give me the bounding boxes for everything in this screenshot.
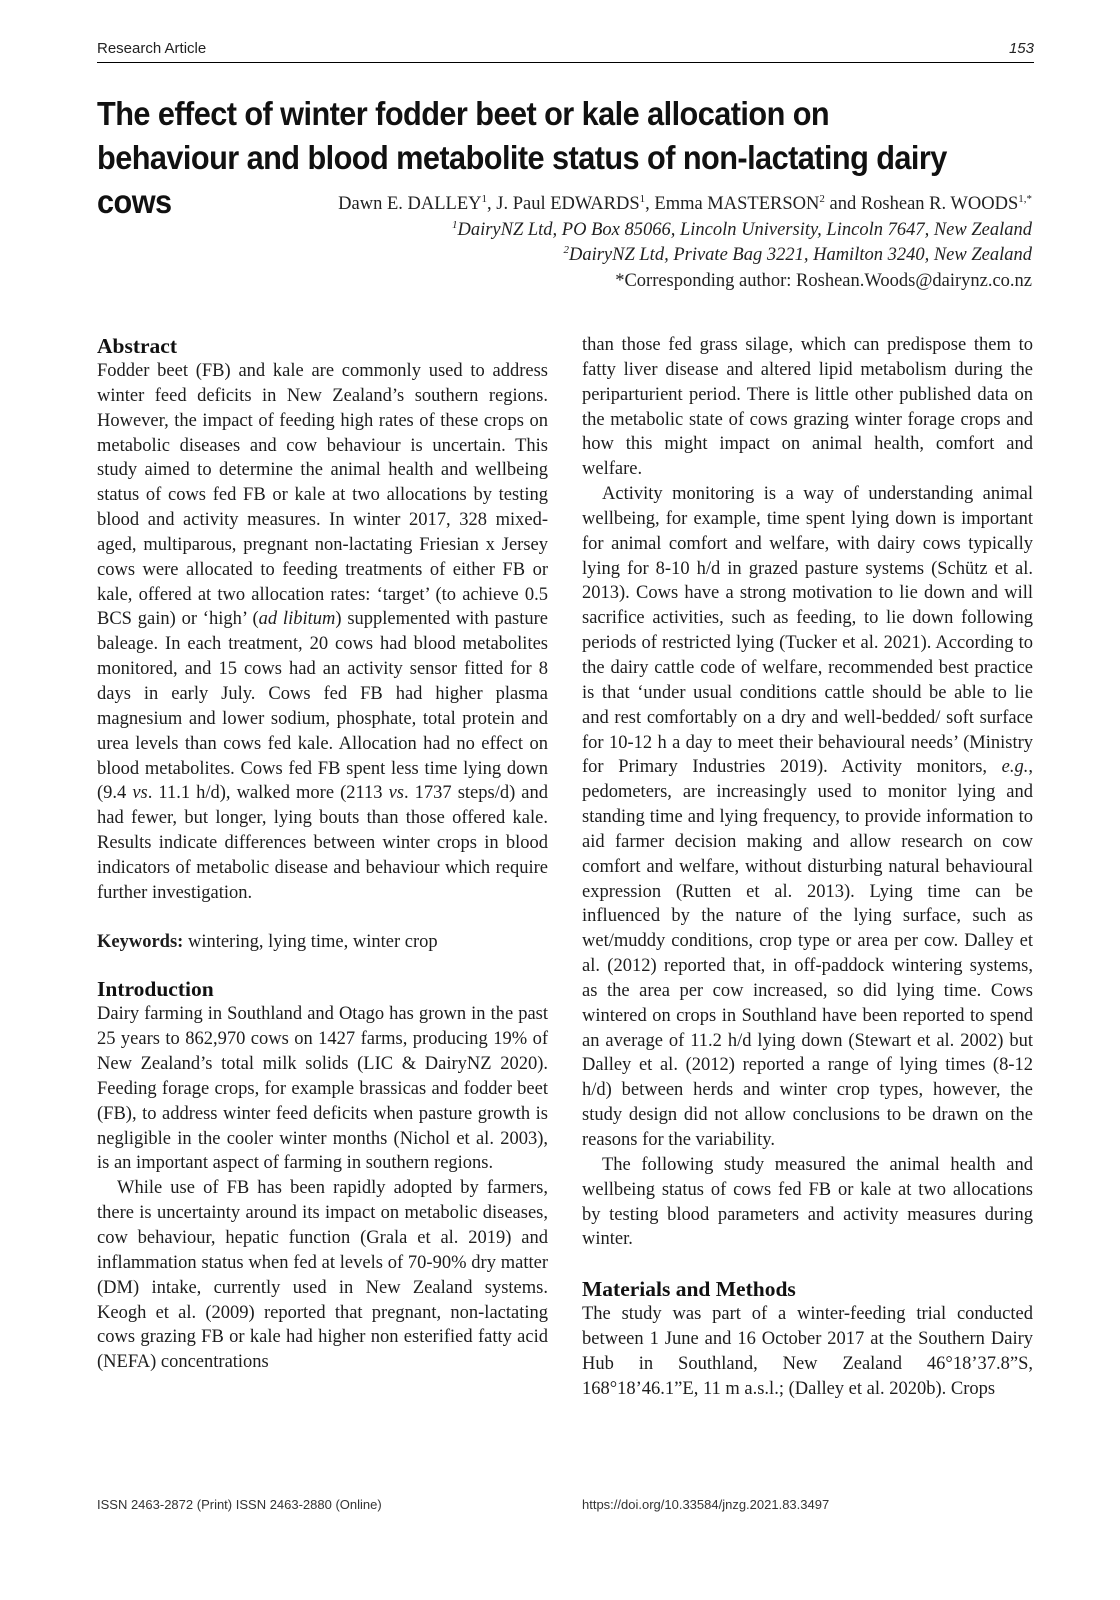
footer-doi[interactable]: https://doi.org/10.33584/jnzg.2021.83.3497 — [582, 1497, 830, 1512]
methods-paragraph: The study was part of a winter-feeding trial conducted between 1 June and 16 October 2017 at the Southern Dairy Hub in Southland, New Zealand 46°18’37.8”S, 168°18’46.1”E, 11 m a.s.l.; (Dalley et al. 2020b). Crops — [582, 1304, 1033, 1399]
methods-heading: Materials and Methods — [582, 1277, 796, 1302]
author-affiliation-mark: 1 — [639, 193, 646, 205]
abstract-text: Fodder beet (FB) and kale are commonly used to address winter feed deficits in New Zealand’s southern regions. However, the impact of feeding high rates of these crops on metabolic diseases and cow behaviour is uncertain. This study aimed to determine the animal health and wellbeing status of cows fed FB or kale at two allocations by testing blood and activity measures. In winter 2017, 328 mixed-aged, multiparous, pregnant non-lactating Friesian x Jersey cows were allocated to feeding treatments of either FB or kale, offered at two allocation rates: ‘target’ (to achieve 0.5 BCS gain) or ‘high’ (ad libitum) supplemented with pasture baleage. In each treatment, 20 cows had blood metabolites monitored, and 15 cows had an activity sensor fitted for 8 days in early July. Cows fed FB had higher plasma magnesium and lower sodium, phosphate, total protein and urea levels than cows fed kale. Allocation had no effect on blood metabolites. Cows fed FB spent less time lying down (9.4 vs. 11.1 h/d), walked more (2113 vs. 1737 steps/d) and had fewer, but longer, lying bouts than those offered kale. Results indicate differences between winter crops in blood indicators of metabolic disease and behaviour which require further investigation. — [97, 361, 549, 903]
author-name: and Roshean R. WOODS — [824, 194, 1019, 214]
affiliation-2: $^2$DairyNZ Ltd, Private Bag 3221, Hamilton 3240, New Zealand — [563, 244, 1032, 265]
author-list — [132, 192, 1032, 218]
keywords: Keywords: wintering, lying time, winter crop — [97, 931, 438, 952]
author-affiliation-mark: 1 — [481, 193, 487, 205]
running-head — [97, 38, 1034, 62]
intro-paragraph-continued: than those fed grass silage, which can predispose them to fatty liver disease and altered lipid metabolism during the periparturient period. There is little other published data on the metabolic state of cows grazing winter forage crops and how this might impact on animal health, comfort and welfare. — [582, 335, 1033, 480]
byline — [132, 192, 1032, 294]
intro-paragraph: Dairy farming in Southland and Otago has grown in the past 25 years to 862,970 cows on 1427 farms, producing 19% of New Zealand’s total milk solids (LIC & DairyNZ 2020). Feeding forage crops, for example brassicas and fodder beet (FB), to address winter feed deficits when pasture growth is negligible in the cooler winter months (Nichol et al. 2003), is an important aspect of farming in southern regions. — [97, 1004, 548, 1174]
author-affiliation-mark: 1,* — [1018, 193, 1032, 205]
footer-issn: ISSN 2463-2872 (Print) ISSN 2463-2880 (Online) — [97, 1497, 382, 1512]
abstract-heading: Abstract — [97, 334, 178, 358]
header-rule — [97, 62, 1034, 63]
author-name: , Emma MASTERSON — [645, 194, 820, 214]
page-number: 153 — [1008, 40, 1034, 57]
affiliation-1: $^1$DairyNZ Ltd, PO Box 85066, Lincoln University, Lincoln 7647, New Zealand — [451, 218, 1032, 240]
author-affiliation-mark: 2 — [819, 193, 825, 205]
intro-paragraph: While use of FB has been rapidly adopted by farmers, there is uncertainty around its impact on metabolic diseases, cow behaviour, hepatic function (Grala et al. 2019) and inflammation status when fed at levels of 70-90% dry matter (DM) intake, currently used in New Zealand systems. Keogh et al. (2009) reported that pregnant, non-lactating cows grazing FB or kale had higher non esterified fatty acid (NEFA) concentrations — [97, 1178, 548, 1373]
introduction-heading: Introduction — [97, 977, 214, 1002]
intro-paragraph: Activity monitoring is a way of understanding animal wellbeing, for example, time spent lying down is important for animal comfort and welfare, with dairy cows typically lying for 8-10 h/d in grazed pasture systems (Schütz et al. 2013). Cows have a strong motivation to lie down and will sacrifice activities, such as feeding, to lie down following periods of restricted lying (Tucker et al. 2021). According to the dairy cattle code of welfare, recommended best practice is that ‘under usual conditions cattle should be able to lie and rest comfortably on a dry and well-bedded/ soft surface for 10-12 h a day to meet their behavioural needs’ (Ministry for Primary Industries 2019). Activity monitors, e.g., pedometers, are increasingly used to monitor lying and standing time and lying frequency, to provide information to aid farmer decision making and allow research on cow comfort and welfare, without disturbing natural behavioural expression (Rutten et al. 2013). Lying time can be influenced by the nature of the lying surface, such as wet/muddy conditions, crop type or area per cow. Dalley et al. (2012) reported that, in off-paddock wintering systems, as the area per cow increased, so did lying time. Cows wintered on crops in Southland have been reported to spend an average of 11.2 h/d lying down (Stewart et al. 2002) but Dalley et al. (2012) reported a range of lying times (8-12 h/d) between herds and winter crop types, however, the study design did not allow conclusions to be drawn on the reasons for the variability. — [582, 484, 1033, 1150]
article-title: The effect of winter fodder beet or kale allocation on behaviour and blood metabolite status of non-lactating dairy cows — [97, 95, 947, 220]
corresponding-author: *Corresponding author: Roshean.Woods@dairynz.co.nz — [615, 270, 1032, 291]
author-name: , J. Paul EDWARDS — [487, 194, 640, 214]
author-name: Dawn E. DALLEY — [338, 194, 482, 214]
left-column — [97, 333, 548, 1375]
intro-paragraph: The following study measured the animal health and wellbeing status of cows fed FB or kale at two allocations by testing blood parameters and activity measures during winter. — [582, 1154, 1033, 1250]
article-type-label: Research Article — [97, 40, 207, 57]
right-column — [582, 333, 1033, 1402]
keywords-label: Keywords: — [97, 931, 184, 952]
